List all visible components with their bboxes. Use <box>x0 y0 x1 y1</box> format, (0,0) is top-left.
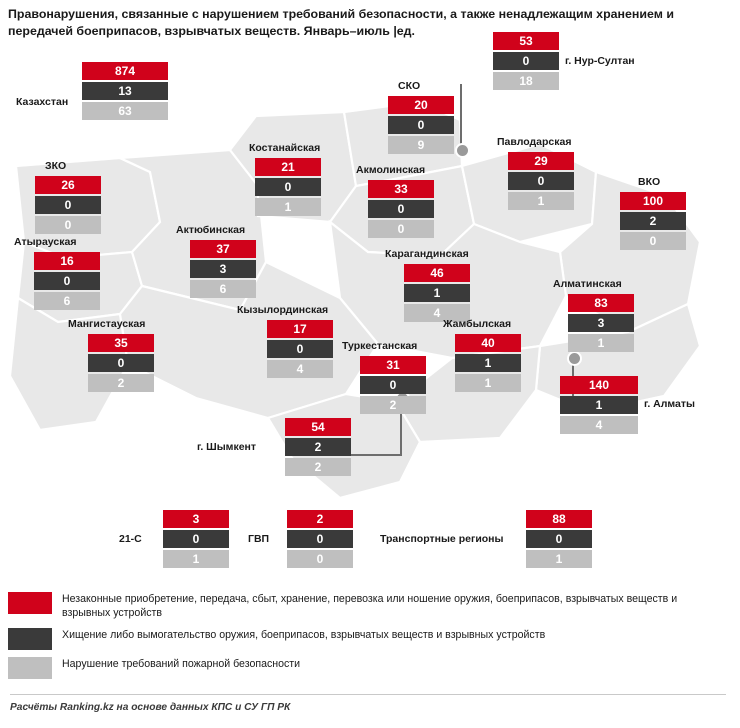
bar-atyrau-red: 16 <box>34 252 100 270</box>
bar-zhambyl-grey: 1 <box>455 374 521 392</box>
label-almaty-city: г. Алматы <box>644 398 695 410</box>
bar-transport-red: 88 <box>526 510 592 528</box>
legend-label-red: Незаконные приобретение, передача, сбыт, хранение, перевозка или ношение оружия, боеприпасов, взрывчатых веществ и взрывных устройств <box>62 593 678 619</box>
bar-mangystau-grey: 2 <box>88 374 154 392</box>
bar-kostanay-red: 21 <box>255 158 321 176</box>
bar-vko-dark: 2 <box>620 212 686 230</box>
legend-item-dark <box>8 628 732 650</box>
bar-transport-dark: 0 <box>526 530 592 548</box>
stack-turkestan <box>360 356 426 416</box>
legend-item-red <box>8 592 732 621</box>
label-kyzylorda: Кызылординская <box>237 304 329 316</box>
stack-nur-sultan <box>493 32 559 92</box>
legend-swatch-red <box>8 592 52 614</box>
bar-aktobe-red: 37 <box>190 240 256 258</box>
bar-sko-red: 20 <box>388 96 454 114</box>
stack-21c <box>163 510 229 570</box>
legend-swatch-dark <box>8 628 52 650</box>
stack-pavlodar <box>508 152 574 212</box>
label-mangystau: Мангистауская <box>68 318 146 330</box>
stack-aktobe <box>190 240 256 300</box>
bar-pavlodar-grey: 1 <box>508 192 574 210</box>
bar-gvp-red: 2 <box>287 510 353 528</box>
bar-akmola-grey: 0 <box>368 220 434 238</box>
bar-almaty-city-grey: 4 <box>560 416 638 434</box>
kazakhstan-map <box>0 34 740 576</box>
stack-transport <box>526 510 592 570</box>
label-zko: ЗКО <box>45 160 67 172</box>
stack-kyzylorda <box>267 320 333 380</box>
bar-zko-dark: 0 <box>35 196 101 214</box>
stack-vko <box>620 192 686 252</box>
bar-atyrau-grey: 6 <box>34 292 100 310</box>
bottom-stats-row <box>0 500 740 570</box>
stack-almaty-city <box>560 376 638 436</box>
bar-kazakhstan-red: 874 <box>82 62 168 80</box>
connector-nursultan-vertical <box>460 84 462 146</box>
stack-kostanay <box>255 158 321 218</box>
label-gvp: ГВП <box>248 533 270 545</box>
bar-pavlodar-dark: 0 <box>508 172 574 190</box>
bar-gvp-dark: 0 <box>287 530 353 548</box>
bar-kyzylorda-grey: 4 <box>267 360 333 378</box>
bar-turkestan-red: 31 <box>360 356 426 374</box>
stack-zhambyl <box>455 334 521 394</box>
bar-kazakhstan-dark: 13 <box>82 82 168 100</box>
bar-almaty-oblast-red: 83 <box>568 294 634 312</box>
label-vko: ВКО <box>638 176 661 188</box>
stack-zko <box>35 176 101 236</box>
label-kostanay: Костанайская <box>249 142 321 154</box>
legend-label-dark: Хищение либо вымогательство оружия, боеприпасов, взрывчатых веществ и взрывных устройств <box>62 628 546 641</box>
bar-nur-sultan-dark: 0 <box>493 52 559 70</box>
title-text: Правонарушения, связанные с нарушением требований безопасности, а также ненадлежащим хранением и передачей боеприпасов, взрывчатых веществ. Январь–июль <box>8 7 674 38</box>
legend-label-grey: Нарушение требований пожарной безопасности <box>62 657 301 670</box>
stack-shymkent <box>285 418 351 478</box>
footer-source: Расчёты Ranking.kz на основе данных КПС и СУ ГП РК <box>10 702 291 713</box>
legend <box>8 592 732 686</box>
bar-almaty-oblast-grey: 1 <box>568 334 634 352</box>
bar-shymkent-red: 54 <box>285 418 351 436</box>
label-21c: 21-С <box>119 533 142 545</box>
label-turkestan: Туркестанская <box>342 340 418 352</box>
bar-kostanay-grey: 1 <box>255 198 321 216</box>
bar-atyrau-dark: 0 <box>34 272 100 290</box>
bar-vko-grey: 0 <box>620 232 686 250</box>
label-kazakhstan: Казахстан <box>16 96 69 108</box>
bar-vko-red: 100 <box>620 192 686 210</box>
bar-gvp-grey: 0 <box>287 550 353 568</box>
stack-gvp <box>287 510 353 570</box>
bar-21c-grey: 1 <box>163 550 229 568</box>
bar-21c-red: 3 <box>163 510 229 528</box>
bar-karaganda-dark: 1 <box>404 284 470 302</box>
label-karaganda: Карагандинская <box>385 248 469 260</box>
label-nur-sultan: г. Нур-Султан <box>565 55 635 67</box>
bar-karaganda-grey: 4 <box>404 304 470 322</box>
bar-almaty-oblast-dark: 3 <box>568 314 634 332</box>
bar-turkestan-grey: 2 <box>360 396 426 414</box>
stack-sko <box>388 96 454 156</box>
bar-kazakhstan-grey: 63 <box>82 102 168 120</box>
label-almaty-oblast: Алматинская <box>553 278 622 290</box>
bar-almaty-city-red: 140 <box>560 376 638 394</box>
legend-item-grey <box>8 657 732 679</box>
bar-nur-sultan-red: 53 <box>493 32 559 50</box>
footer-divider <box>10 694 726 695</box>
bar-zhambyl-dark: 1 <box>455 354 521 372</box>
stack-kazakhstan <box>82 62 168 122</box>
bar-sko-grey: 9 <box>388 136 454 154</box>
stack-almaty-oblast <box>568 294 634 354</box>
bar-aktobe-dark: 3 <box>190 260 256 278</box>
bar-aktobe-grey: 6 <box>190 280 256 298</box>
map-dot-nursultan <box>455 143 470 158</box>
label-shymkent: г. Шымкент <box>197 441 257 453</box>
bar-kyzylorda-dark: 0 <box>267 340 333 358</box>
bar-mangystau-dark: 0 <box>88 354 154 372</box>
stack-atyrau <box>34 252 100 312</box>
bar-pavlodar-red: 29 <box>508 152 574 170</box>
label-pavlodar: Павлодарская <box>497 136 572 148</box>
bar-shymkent-dark: 2 <box>285 438 351 456</box>
label-zhambyl: Жамбылская <box>443 318 512 330</box>
bar-almaty-city-dark: 1 <box>560 396 638 414</box>
bar-nur-sultan-grey: 18 <box>493 72 559 90</box>
label-sko: СКО <box>398 80 421 92</box>
bar-21c-dark: 0 <box>163 530 229 548</box>
bar-mangystau-red: 35 <box>88 334 154 352</box>
bar-sko-dark: 0 <box>388 116 454 134</box>
bar-kostanay-dark: 0 <box>255 178 321 196</box>
bar-zko-grey: 0 <box>35 216 101 234</box>
bar-transport-grey: 1 <box>526 550 592 568</box>
title-unit: |ед. <box>393 23 415 38</box>
stack-akmola <box>368 180 434 240</box>
page-title <box>8 6 732 39</box>
stack-mangystau <box>88 334 154 394</box>
label-transport: Транспортные регионы <box>380 533 504 545</box>
bar-kyzylorda-red: 17 <box>267 320 333 338</box>
bar-zko-red: 26 <box>35 176 101 194</box>
bar-turkestan-dark: 0 <box>360 376 426 394</box>
bar-akmola-dark: 0 <box>368 200 434 218</box>
label-atyrau: Атырауская <box>14 236 77 248</box>
label-aktobe: Актюбинская <box>176 224 246 236</box>
bar-karaganda-red: 46 <box>404 264 470 282</box>
bar-shymkent-grey: 2 <box>285 458 351 476</box>
bar-akmola-red: 33 <box>368 180 434 198</box>
label-akmola: Акмолинская <box>356 164 426 176</box>
legend-swatch-grey <box>8 657 52 679</box>
stack-karaganda <box>404 264 470 324</box>
bar-zhambyl-red: 40 <box>455 334 521 352</box>
